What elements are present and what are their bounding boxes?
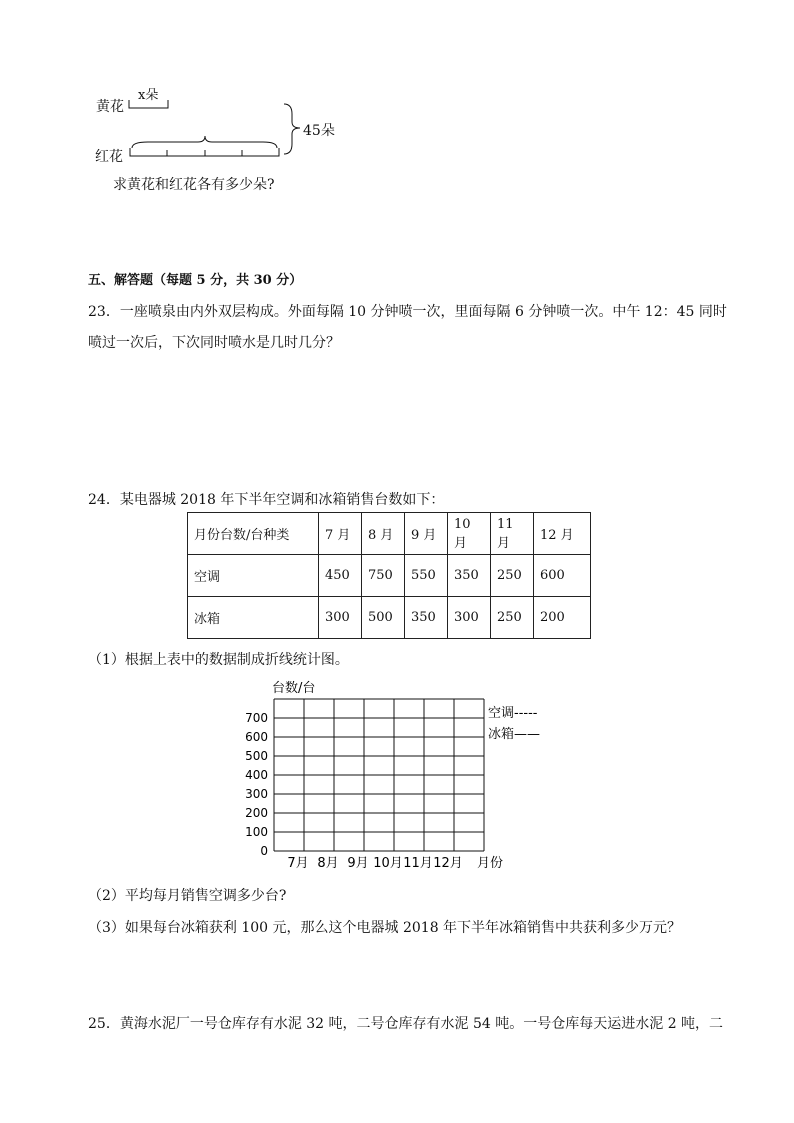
x-tick-label: 8月	[317, 856, 339, 871]
x-tick-label: 7月	[287, 856, 309, 871]
value-cell: 600	[534, 555, 591, 597]
value-cell: 500	[362, 597, 405, 639]
y-tick-label: 100	[245, 825, 268, 839]
red-flower-label: 红花	[95, 149, 123, 165]
q24-intro: 24．某电器城 2018 年下半年空调和冰箱销售台数如下：	[88, 492, 445, 508]
value-cell: 350	[405, 597, 448, 639]
x-tick-label: 9月	[347, 856, 369, 871]
y-tick-label: 500	[245, 749, 268, 763]
y-tick-label: 700	[245, 711, 268, 725]
row-label-cell: 冰箱	[188, 597, 319, 639]
q24-sub3: （3）如果每台冰箱获利 100 元，那么这个电器城 2018 年下半年冰箱销售中共获利多少万元？	[88, 920, 682, 936]
x-tick-label: 11月	[403, 856, 433, 871]
month-cell: 11 月	[491, 513, 534, 555]
yellow-flower-label: 黄花	[96, 99, 124, 115]
blank-chart-grid	[240, 676, 560, 876]
value-cell: 550	[405, 555, 448, 597]
x-axis-unit: 月份	[477, 856, 504, 871]
q23-line1: 23．一座喷泉由内外双层构成。外面每隔 10 分钟喷一次，里面每隔 6 分钟喷一次。中午 12：45 同时	[88, 304, 727, 320]
row-label-cell: 空调	[188, 555, 319, 597]
value-cell: 450	[319, 555, 362, 597]
section-title: 五、解答题（每题 5 分，共 30 分）	[88, 273, 303, 288]
q24-sub2: （2）平均每月销售空调多少台?	[88, 888, 287, 904]
value-cell: 750	[362, 555, 405, 597]
segment-lines	[88, 80, 318, 165]
value-cell: 300	[448, 597, 491, 639]
x-tick-label: 10月	[373, 856, 403, 871]
y-tick-label: 600	[245, 730, 268, 744]
legend-fridge: 冰箱——	[488, 727, 541, 742]
x-tick-label: 12月	[433, 856, 463, 871]
y-axis-title: 台数/台	[272, 681, 316, 696]
q24-sub1: （1）根据上表中的数据制成折线统计图。	[88, 652, 349, 668]
y-tick-label: 400	[245, 768, 268, 782]
table-row	[188, 555, 591, 597]
value-cell: 350	[448, 555, 491, 597]
value-cell: 250	[491, 597, 534, 639]
value-cell: 200	[534, 597, 591, 639]
legend-air-conditioner: 空调-----	[488, 706, 538, 721]
total-label: 45朵	[303, 123, 335, 139]
value-cell: 250	[491, 555, 534, 597]
value-cell: 300	[319, 597, 362, 639]
y-tick-label: 0	[260, 844, 268, 858]
month-cell: 12 月	[534, 513, 591, 555]
y-tick-label: 300	[245, 787, 268, 801]
table-header-cell: 月份台数/台种类	[188, 513, 319, 555]
q25-line1: 25．黄海水泥厂一号仓库存有水泥 32 吨，二号仓库存有水泥 54 吨。一号仓库每天运进水泥 2 吨，二	[88, 1016, 724, 1032]
month-cell: 8 月	[362, 513, 405, 555]
q23-line2: 喷过一次后，下次同时喷水是几时几分？	[88, 335, 340, 351]
y-tick-labels	[245, 711, 268, 858]
y-tick-label: 200	[245, 806, 268, 820]
table-row	[188, 513, 591, 555]
month-cell: 9 月	[405, 513, 448, 555]
x-label: x朵	[138, 88, 159, 103]
month-cell: 10 月	[448, 513, 491, 555]
diagram-question: 求黄花和红花各有多少朵?	[113, 177, 275, 193]
month-cell: 7 月	[319, 513, 362, 555]
table-row	[188, 597, 591, 639]
x-tick-labels	[287, 856, 462, 871]
grid-lines	[274, 699, 484, 851]
sales-table	[187, 512, 591, 639]
